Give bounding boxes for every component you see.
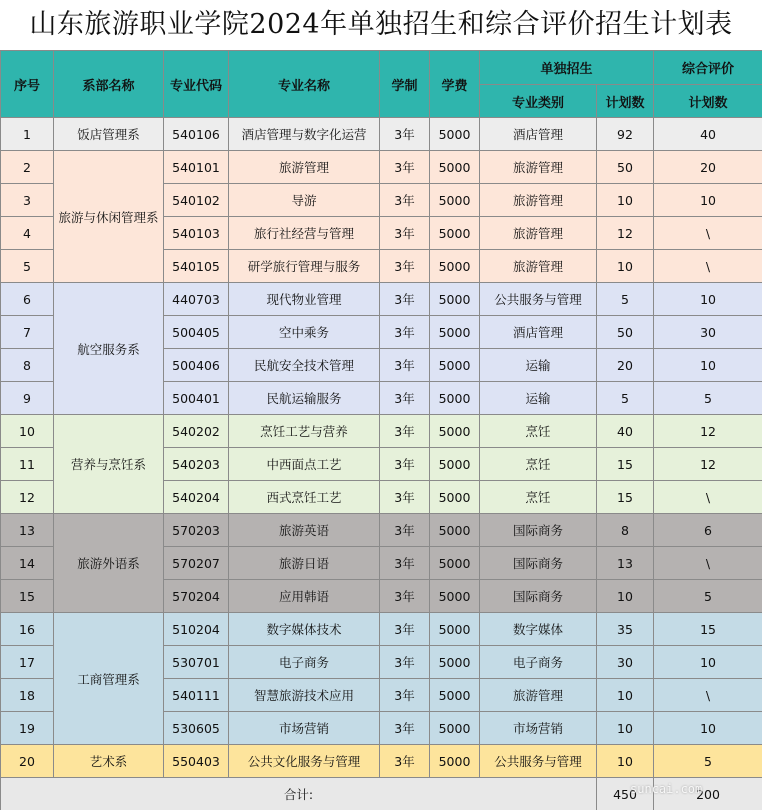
cell-major: 现代物业管理	[229, 283, 380, 316]
table-body	[1, 118, 762, 810]
cell-seq: 6	[1, 283, 54, 316]
cell-single-plan: 15	[597, 481, 654, 514]
cell-category: 国际商务	[480, 547, 597, 580]
cell-fee: 5000	[430, 514, 480, 547]
cell-duration: 3年	[380, 415, 430, 448]
cell-code: 540101	[164, 151, 229, 184]
cell-single-plan: 12	[597, 217, 654, 250]
cell-category: 旅游管理	[480, 679, 597, 712]
table-row	[1, 745, 762, 778]
cell-seq: 19	[1, 712, 54, 745]
cell-fee: 5000	[430, 679, 480, 712]
cell-comp-plan: \	[654, 679, 762, 712]
cell-fee: 5000	[430, 646, 480, 679]
cell-code: 540106	[164, 118, 229, 151]
header-comp-group: 综合评价	[654, 51, 762, 85]
cell-single-plan: 10	[597, 745, 654, 778]
cell-category: 运输	[480, 382, 597, 415]
cell-major: 民航运输服务	[229, 382, 380, 415]
cell-code: 540204	[164, 481, 229, 514]
cell-single-plan: 15	[597, 448, 654, 481]
cell-fee: 5000	[430, 547, 480, 580]
cell-duration: 3年	[380, 448, 430, 481]
cell-single-plan: 20	[597, 349, 654, 382]
cell-duration: 3年	[380, 481, 430, 514]
cell-single-plan: 35	[597, 613, 654, 646]
cell-seq: 10	[1, 415, 54, 448]
cell-comp-plan: 5	[654, 580, 762, 613]
table-row	[1, 514, 762, 547]
cell-category: 烹饪	[480, 448, 597, 481]
cell-comp-plan: 30	[654, 316, 762, 349]
cell-code: 570203	[164, 514, 229, 547]
cell-code: 540203	[164, 448, 229, 481]
cell-seq: 3	[1, 184, 54, 217]
cell-code: 540102	[164, 184, 229, 217]
table-row	[1, 415, 762, 448]
cell-seq: 17	[1, 646, 54, 679]
cell-major: 公共文化服务与管理	[229, 745, 380, 778]
cell-single-plan: 13	[597, 547, 654, 580]
cell-single-plan: 30	[597, 646, 654, 679]
cell-duration: 3年	[380, 118, 430, 151]
cell-code: 570207	[164, 547, 229, 580]
cell-major: 导游	[229, 184, 380, 217]
cell-seq: 2	[1, 151, 54, 184]
cell-dept: 航空服务系	[54, 283, 164, 415]
cell-major: 中西面点工艺	[229, 448, 380, 481]
cell-single-plan: 40	[597, 415, 654, 448]
cell-major: 旅行社经营与管理	[229, 217, 380, 250]
cell-seq: 11	[1, 448, 54, 481]
cell-fee: 5000	[430, 250, 480, 283]
cell-duration: 3年	[380, 580, 430, 613]
cell-comp-plan: 6	[654, 514, 762, 547]
cell-category: 国际商务	[480, 580, 597, 613]
cell-code: 540103	[164, 217, 229, 250]
cell-fee: 5000	[430, 580, 480, 613]
cell-duration: 3年	[380, 679, 430, 712]
cell-seq: 5	[1, 250, 54, 283]
cell-category: 旅游管理	[480, 184, 597, 217]
cell-comp-plan: \	[654, 547, 762, 580]
cell-comp-plan: 40	[654, 118, 762, 151]
cell-code: 510204	[164, 613, 229, 646]
cell-comp-plan: 5	[654, 745, 762, 778]
cell-duration: 3年	[380, 151, 430, 184]
cell-dept: 工商管理系	[54, 613, 164, 745]
cell-code: 500406	[164, 349, 229, 382]
header-fee: 学费	[430, 51, 480, 118]
cell-major: 西式烹饪工艺	[229, 481, 380, 514]
cell-duration: 3年	[380, 712, 430, 745]
cell-seq: 12	[1, 481, 54, 514]
cell-duration: 3年	[380, 382, 430, 415]
cell-comp-plan: 12	[654, 448, 762, 481]
cell-code: 540111	[164, 679, 229, 712]
enrollment-plan-table	[0, 50, 762, 810]
cell-comp-plan: 10	[654, 646, 762, 679]
cell-single-plan: 10	[597, 679, 654, 712]
table-row	[1, 118, 762, 151]
cell-fee: 5000	[430, 283, 480, 316]
cell-seq: 7	[1, 316, 54, 349]
cell-single-plan: 50	[597, 151, 654, 184]
cell-major: 空中乘务	[229, 316, 380, 349]
cell-category: 市场营销	[480, 712, 597, 745]
cell-comp-plan: 15	[654, 613, 762, 646]
table-row	[1, 151, 762, 184]
cell-code: 540202	[164, 415, 229, 448]
cell-duration: 3年	[380, 316, 430, 349]
cell-single-plan: 5	[597, 283, 654, 316]
header-code: 专业代码	[164, 51, 229, 118]
cell-fee: 5000	[430, 151, 480, 184]
cell-seq: 20	[1, 745, 54, 778]
cell-duration: 3年	[380, 184, 430, 217]
cell-duration: 3年	[380, 514, 430, 547]
cell-category: 旅游管理	[480, 151, 597, 184]
cell-major: 电子商务	[229, 646, 380, 679]
cell-code: 570204	[164, 580, 229, 613]
cell-single-plan: 10	[597, 580, 654, 613]
cell-duration: 3年	[380, 250, 430, 283]
cell-major: 民航安全技术管理	[229, 349, 380, 382]
cell-category: 烹饪	[480, 415, 597, 448]
cell-comp-plan: \	[654, 481, 762, 514]
cell-fee: 5000	[430, 448, 480, 481]
cell-major: 旅游管理	[229, 151, 380, 184]
header-dept: 系部名称	[54, 51, 164, 118]
cell-seq: 13	[1, 514, 54, 547]
cell-single-plan: 10	[597, 184, 654, 217]
cell-category: 数字媒体	[480, 613, 597, 646]
cell-major: 智慧旅游技术应用	[229, 679, 380, 712]
cell-category: 运输	[480, 349, 597, 382]
cell-fee: 5000	[430, 349, 480, 382]
cell-major: 旅游日语	[229, 547, 380, 580]
cell-comp-plan: 10	[654, 283, 762, 316]
cell-major: 数字媒体技术	[229, 613, 380, 646]
cell-major: 旅游英语	[229, 514, 380, 547]
total-comp-plan: 200	[654, 778, 762, 810]
cell-fee: 5000	[430, 382, 480, 415]
cell-dept: 旅游外语系	[54, 514, 164, 613]
cell-code: 500401	[164, 382, 229, 415]
cell-comp-plan: 12	[654, 415, 762, 448]
cell-duration: 3年	[380, 646, 430, 679]
cell-seq: 4	[1, 217, 54, 250]
header-major: 专业名称	[229, 51, 380, 118]
cell-fee: 5000	[430, 184, 480, 217]
cell-seq: 18	[1, 679, 54, 712]
cell-category: 公共服务与管理	[480, 745, 597, 778]
table-row	[1, 613, 762, 646]
cell-duration: 3年	[380, 745, 430, 778]
cell-fee: 5000	[430, 118, 480, 151]
cell-dept: 营养与烹饪系	[54, 415, 164, 514]
header-duration: 学制	[380, 51, 430, 118]
cell-fee: 5000	[430, 712, 480, 745]
cell-duration: 3年	[380, 349, 430, 382]
cell-single-plan: 92	[597, 118, 654, 151]
cell-category: 旅游管理	[480, 250, 597, 283]
cell-category: 电子商务	[480, 646, 597, 679]
total-label: 合计:	[1, 778, 597, 810]
cell-comp-plan: \	[654, 217, 762, 250]
cell-dept: 艺术系	[54, 745, 164, 778]
cell-code: 530701	[164, 646, 229, 679]
cell-category: 公共服务与管理	[480, 283, 597, 316]
cell-duration: 3年	[380, 283, 430, 316]
cell-code: 440703	[164, 283, 229, 316]
cell-major: 研学旅行管理与服务	[229, 250, 380, 283]
cell-category: 旅游管理	[480, 217, 597, 250]
cell-major: 酒店管理与数字化运营	[229, 118, 380, 151]
cell-major: 烹饪工艺与营养	[229, 415, 380, 448]
header-single-category: 专业类别	[480, 85, 597, 118]
cell-comp-plan: 10	[654, 712, 762, 745]
cell-single-plan: 10	[597, 712, 654, 745]
cell-comp-plan: 5	[654, 382, 762, 415]
cell-category: 酒店管理	[480, 118, 597, 151]
cell-seq: 8	[1, 349, 54, 382]
cell-code: 500405	[164, 316, 229, 349]
cell-comp-plan: \	[654, 250, 762, 283]
cell-fee: 5000	[430, 415, 480, 448]
cell-single-plan: 5	[597, 382, 654, 415]
cell-seq: 9	[1, 382, 54, 415]
cell-single-plan: 50	[597, 316, 654, 349]
cell-fee: 5000	[430, 217, 480, 250]
cell-comp-plan: 10	[654, 184, 762, 217]
cell-seq: 15	[1, 580, 54, 613]
cell-single-plan: 8	[597, 514, 654, 547]
cell-major: 市场营销	[229, 712, 380, 745]
watermark: suncai.com	[630, 782, 703, 796]
cell-single-plan: 10	[597, 250, 654, 283]
cell-seq: 14	[1, 547, 54, 580]
cell-seq: 1	[1, 118, 54, 151]
cell-duration: 3年	[380, 613, 430, 646]
cell-major: 应用韩语	[229, 580, 380, 613]
cell-code: 530605	[164, 712, 229, 745]
cell-duration: 3年	[380, 547, 430, 580]
cell-code: 540105	[164, 250, 229, 283]
cell-dept: 旅游与休闲管理系	[54, 151, 164, 283]
header-seq: 序号	[1, 51, 54, 118]
cell-code: 550403	[164, 745, 229, 778]
total-single-plan: 450	[597, 778, 654, 810]
cell-comp-plan: 10	[654, 349, 762, 382]
table-row	[1, 283, 762, 316]
cell-duration: 3年	[380, 217, 430, 250]
page-title: 山东旅游职业学院2024年单独招生和综合评价招生计划表	[29, 9, 733, 40]
cell-fee: 5000	[430, 481, 480, 514]
cell-seq: 16	[1, 613, 54, 646]
cell-fee: 5000	[430, 613, 480, 646]
cell-fee: 5000	[430, 745, 480, 778]
cell-fee: 5000	[430, 316, 480, 349]
header-single-plan: 计划数	[597, 85, 654, 118]
cell-category: 烹饪	[480, 481, 597, 514]
cell-dept: 饭店管理系	[54, 118, 164, 151]
cell-category: 酒店管理	[480, 316, 597, 349]
header-comp-plan: 计划数	[654, 85, 762, 118]
cell-comp-plan: 20	[654, 151, 762, 184]
cell-category: 国际商务	[480, 514, 597, 547]
header-single-group: 单独招生	[480, 51, 654, 85]
